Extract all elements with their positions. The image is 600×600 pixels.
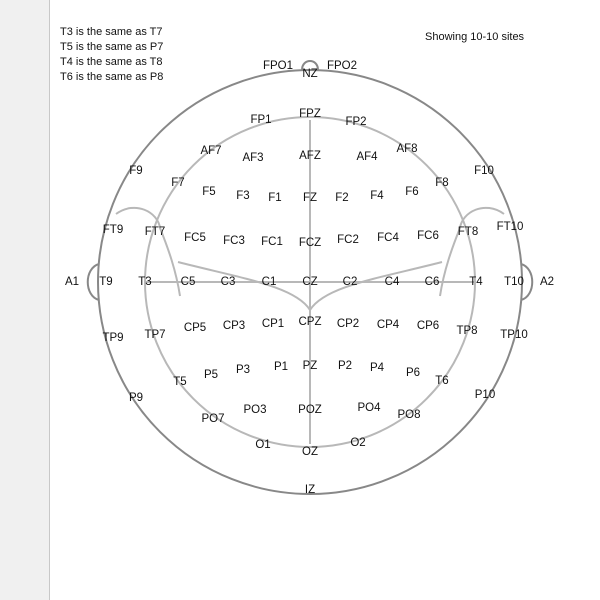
electrode-label-pz: PZ <box>302 360 318 373</box>
electrode-label-cp5: CP5 <box>183 322 207 335</box>
electrode-label-t6: T6 <box>435 375 449 388</box>
electrode-label-f9: F9 <box>129 165 143 178</box>
electrode-label-poz: POZ <box>298 404 322 417</box>
electrode-label-af3: AF3 <box>242 152 264 165</box>
electrode-label-p10: P10 <box>474 389 496 402</box>
electrode-label-ft9: FT9 <box>102 224 124 237</box>
electrode-label-tp8: TP8 <box>456 325 478 338</box>
electrode-label-tp7: TP7 <box>144 329 166 342</box>
showing-sites-label: Showing 10-10 sites <box>425 31 525 43</box>
electrode-label-fc5: FC5 <box>184 232 206 245</box>
electrode-label-fp1: FP1 <box>250 114 272 127</box>
electrode-label-f6: F6 <box>405 186 419 199</box>
electrode-label-p6: P6 <box>405 367 421 380</box>
electrode-label-cpz: CPZ <box>298 316 322 329</box>
electrode-label-c5: C5 <box>180 276 196 289</box>
left-central-curve <box>178 262 310 310</box>
right-central-curve <box>310 262 442 310</box>
electrode-label-f8: F8 <box>435 177 449 190</box>
electrode-label-fc1: FC1 <box>261 236 283 249</box>
electrode-label-cp2: CP2 <box>336 318 360 331</box>
electrode-label-af7: AF7 <box>200 145 222 158</box>
electrode-label-f1: F1 <box>268 192 282 205</box>
electrode-label-a2: A2 <box>539 276 555 289</box>
electrode-label-p2: P2 <box>337 360 353 373</box>
note-line: T6 is the same as P8 <box>60 71 164 83</box>
electrode-label-oz: OZ <box>302 446 318 459</box>
electrode-label-fpo2: FPO2 <box>326 60 358 73</box>
electrode-label-c4: C4 <box>384 276 400 289</box>
electrode-label-nz: NZ <box>302 68 318 81</box>
electrode-label-f5: F5 <box>202 186 216 199</box>
electrode-label-cz: CZ <box>302 276 318 289</box>
electrode-label-fp2: FP2 <box>345 116 367 129</box>
electrode-label-af4: AF4 <box>356 151 378 164</box>
electrode-label-ft10: FT10 <box>496 221 524 234</box>
electrode-label-c3: C3 <box>220 276 236 289</box>
electrode-label-o2: O2 <box>350 437 366 450</box>
electrode-label-af8: AF8 <box>396 143 418 156</box>
electrode-label-c6: C6 <box>424 276 440 289</box>
electrode-label-po3: PO3 <box>243 404 267 417</box>
electrode-label-f7: F7 <box>171 177 185 190</box>
electrode-label-cp6: CP6 <box>416 320 440 333</box>
electrode-label-p3: P3 <box>235 364 251 377</box>
electrode-label-cp1: CP1 <box>261 318 285 331</box>
electrode-label-ft7: FT7 <box>144 226 166 239</box>
electrode-label-tp10: TP10 <box>500 329 528 342</box>
electrode-label-c2: C2 <box>342 276 358 289</box>
electrode-label-f10: F10 <box>474 165 494 178</box>
electrode-label-fcz: FCZ <box>298 237 322 250</box>
note-line: T5 is the same as P7 <box>60 41 164 53</box>
electrode-label-cp4: CP4 <box>376 319 400 332</box>
electrode-label-fc2: FC2 <box>337 234 359 247</box>
electrode-label-ft8: FT8 <box>457 226 479 239</box>
electrode-label-p1: P1 <box>273 361 289 374</box>
electrode-label-t5: T5 <box>173 376 187 389</box>
electrode-label-p5: P5 <box>203 369 219 382</box>
electrode-label-c1: C1 <box>261 276 277 289</box>
electrode-label-f3: F3 <box>236 190 250 203</box>
electrode-label-t9: T9 <box>99 276 113 289</box>
electrode-label-fc4: FC4 <box>377 232 399 245</box>
electrode-label-fc3: FC3 <box>223 235 245 248</box>
electrode-label-fpo1: FPO1 <box>262 60 294 73</box>
electrode-label-po4: PO4 <box>357 402 381 415</box>
electrode-label-afz: AFZ <box>299 150 321 163</box>
electrode-label-o1: O1 <box>255 439 271 452</box>
electrode-label-f4: F4 <box>370 190 384 203</box>
electrode-label-f2: F2 <box>335 192 349 205</box>
electrode-label-fz: FZ <box>302 192 318 205</box>
electrode-label-a1: A1 <box>64 276 80 289</box>
electrode-label-p4: P4 <box>369 362 385 375</box>
note-line: T4 is the same as T8 <box>60 56 163 68</box>
electrode-label-t10: T10 <box>504 276 524 289</box>
electrode-label-tp9: TP9 <box>102 332 124 345</box>
electrode-label-p9: P9 <box>128 392 144 405</box>
electrode-label-t4: T4 <box>469 276 483 289</box>
note-line: T3 is the same as T7 <box>60 26 163 38</box>
electrode-label-po8: PO8 <box>397 409 421 422</box>
electrode-label-t3: T3 <box>138 276 152 289</box>
electrode-label-cp3: CP3 <box>222 320 246 333</box>
electrode-label-po7: PO7 <box>201 413 225 426</box>
electrode-label-fc6: FC6 <box>417 230 439 243</box>
electrode-label-fpz: FPZ <box>299 108 321 121</box>
electrode-label-iz: IZ <box>304 484 316 497</box>
